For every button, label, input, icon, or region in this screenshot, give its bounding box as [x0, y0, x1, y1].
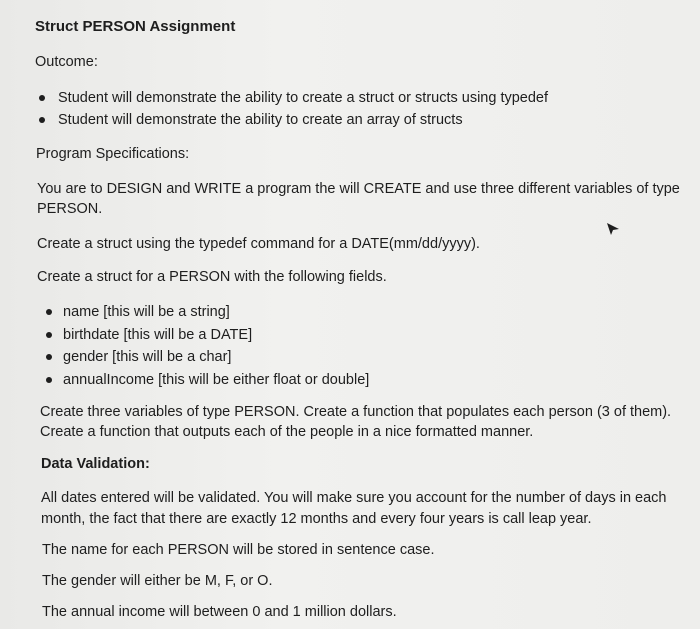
- date-struct-text: Create a struct using the typedef command for a DATE(mm/dd/yyyy).: [37, 236, 480, 252]
- functions-line-2: Create a function that outputs each of the people in a nice formatted manner.: [40, 424, 534, 440]
- validation-dates-line-1: All dates entered will be validated. You will make sure you account for the number of days in each: [41, 490, 667, 506]
- specs-heading: Program Specifications:: [36, 146, 190, 162]
- outcome-bullet-1: Student will demonstrate the ability to create a struct or structs using typedef: [58, 90, 549, 106]
- bullet-dot: [46, 354, 52, 360]
- validation-dates-line-2: month, the fact that there are exactly 12 months and every four years is call leap year.: [41, 511, 592, 527]
- outcome-bullet-2: Student will demonstrate the ability to create an array of structs: [58, 112, 463, 128]
- bullet-dot: [46, 309, 52, 315]
- specs-intro-line-2: PERSON.: [37, 201, 103, 217]
- outcome-heading: Outcome:: [35, 54, 98, 70]
- person-struct-text: Create a struct for a PERSON with the following fields.: [37, 269, 387, 285]
- bullet-dot: [46, 377, 52, 383]
- bullet-dot: [46, 332, 52, 338]
- bullet-dot: [39, 117, 45, 123]
- mouse-cursor-icon: [606, 222, 620, 236]
- specs-intro-line-1: You are to DESIGN and WRITE a program the will CREATE and use three different variables of type: [37, 181, 680, 197]
- validation-heading: Data Validation:: [41, 456, 150, 472]
- bullet-dot: [39, 95, 45, 101]
- validation-name-rule: The name for each PERSON will be stored in sentence case.: [42, 542, 435, 558]
- functions-line-1: Create three variables of type PERSON. Create a function that populates each person (3 of them).: [40, 404, 672, 420]
- field-item-annual-income: annualIncome [this will be either float or double]: [63, 372, 370, 388]
- page-title: Struct PERSON Assignment: [35, 18, 236, 35]
- validation-income-rule: The annual income will between 0 and 1 million dollars.: [42, 604, 397, 620]
- field-item-gender: gender [this will be a char]: [63, 349, 232, 365]
- field-item-name: name [this will be a string]: [63, 304, 230, 320]
- validation-gender-rule: The gender will either be M, F, or O.: [42, 573, 273, 589]
- field-item-birthdate: birthdate [this will be a DATE]: [63, 327, 253, 343]
